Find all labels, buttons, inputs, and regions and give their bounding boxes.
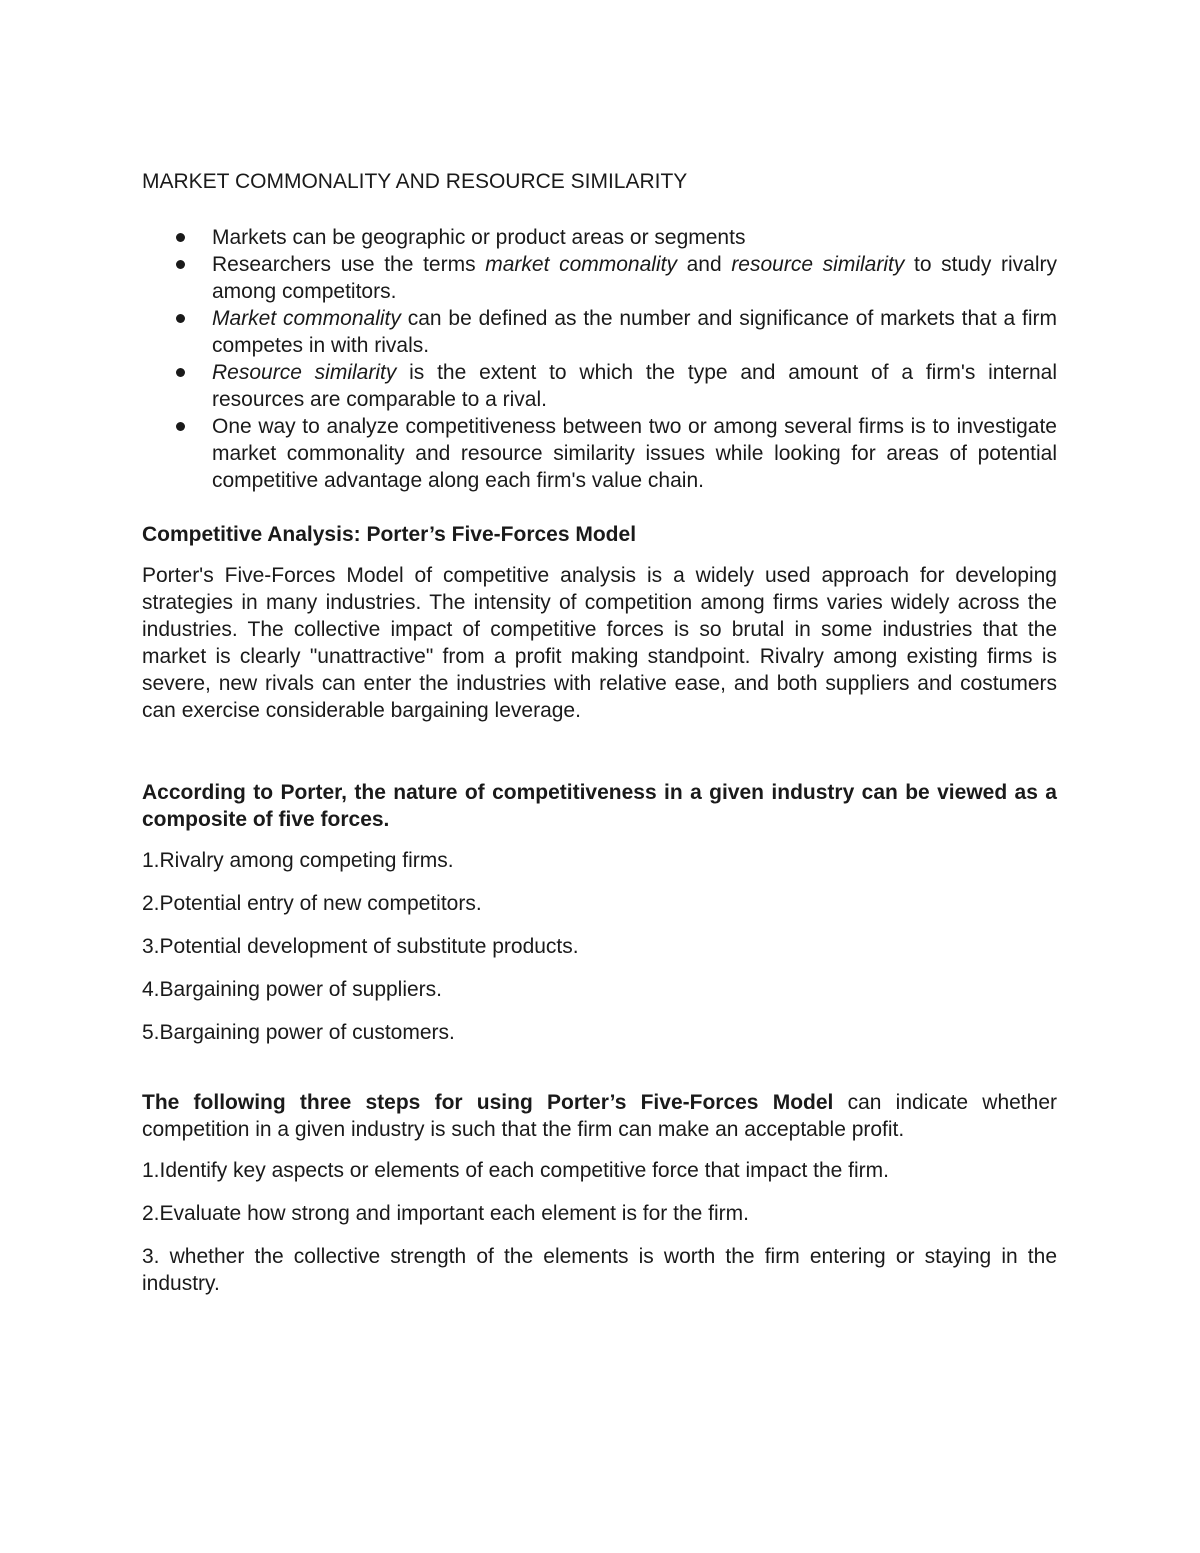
step-item-1: 1.Identify key aspects or elements of each competitive force that impact the firm.	[142, 1159, 890, 1182]
term-market-commonality: market commonality	[485, 253, 677, 276]
steps-intro-bold: The following three steps for using Porter’s Five-Forces Model	[142, 1091, 834, 1114]
step-item-3: 3. whether the collective strength of the elements is worth the firm entering or staying in the industry.	[142, 1245, 1057, 1295]
bullet-icon	[176, 368, 185, 377]
list-item	[142, 305, 1057, 359]
bullet-icon	[176, 260, 185, 269]
document-page	[142, 168, 1057, 1313]
list-item	[142, 224, 1057, 251]
bullet-icon	[176, 422, 185, 431]
section-heading-porter: Competitive Analysis: Porter’s Five-Forces Model	[142, 523, 637, 546]
bullet-icon	[176, 314, 185, 323]
bullet-text-mid: and	[676, 253, 732, 276]
steps-intro-rest: can indicate whether competition in a given industry is such that the firm can make an acceptable profit.	[142, 1091, 1057, 1141]
force-item-1: 1.Rivalry among competing firms.	[142, 849, 454, 872]
bullet-text: can be defined as the number and significance of markets that a firm competes in with rivals.	[212, 307, 1058, 357]
bullet-list	[142, 224, 1057, 494]
document-title: MARKET COMMONALITY AND RESOURCE SIMILARITY	[142, 170, 688, 193]
force-item-3: 3.Potential development of substitute products.	[142, 935, 579, 958]
bullet-text-post: to study rivalry among competitors.	[212, 253, 1058, 303]
force-item-4: 4.Bargaining power of suppliers.	[142, 978, 443, 1001]
term-resource-similarity: resource similarity	[731, 253, 905, 276]
steps-intro	[142, 1089, 1057, 1143]
bullet-text: is the extent to which the type and amount of a firm's internal resources are comparable to a rival.	[212, 361, 1057, 411]
list-item	[142, 251, 1057, 305]
list-item	[142, 413, 1057, 494]
step-item-2: 2.Evaluate how strong and important each element is for the firm.	[142, 1202, 749, 1225]
porter-paragraph: Porter's Five-Forces Model of competitive analysis is a widely used approach for developing strategies in many industries. The intensity of competition among firms varies widely across the industries. The collective impact of competitive forces is so brutal in some industries that the market is clearly "unattractive" from a profit making standpoint. Rivalry among existing firms is severe, new rivals can enter the industries with relative ease, and both suppliers and costumers can exercise considerable bargaining leverage.	[142, 564, 1057, 722]
section-heading-five-forces: According to Porter, the nature of competitiveness in a given industry can be viewed as a composite of five forces.	[142, 781, 1057, 831]
bullet-text: Markets can be geographic or product areas or segments	[212, 226, 746, 249]
force-item-2: 2.Potential entry of new competitors.	[142, 892, 482, 915]
term-resource-similarity: Resource similarity	[212, 361, 397, 384]
list-item	[142, 359, 1057, 413]
term-market-commonality: Market commonality	[212, 307, 401, 330]
force-item-5: 5.Bargaining power of customers.	[142, 1021, 455, 1044]
bullet-text: One way to analyze competitiveness between two or among several firms is to investigate market commonality and resource similarity issues while looking for areas of potential competitive advantage along each firm's value chain.	[212, 415, 1057, 492]
bullet-text-pre: Researchers use the terms	[212, 253, 486, 276]
bullet-icon	[176, 233, 185, 242]
